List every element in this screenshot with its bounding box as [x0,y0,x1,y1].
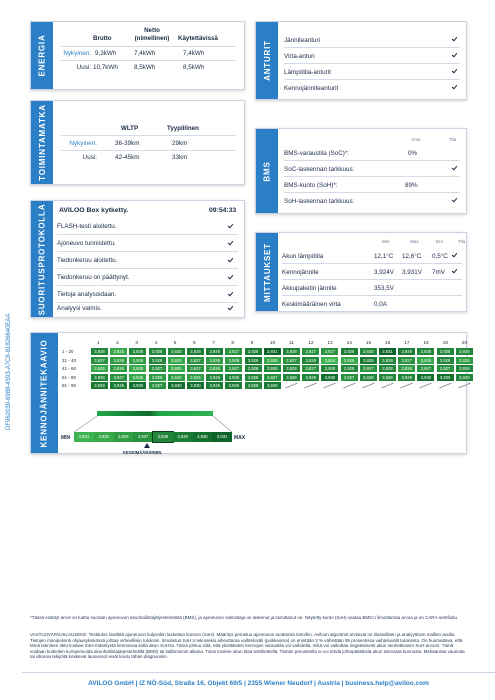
column-number: 14 [346,341,352,346]
voltage-cell: 3,928 [417,348,434,355]
voltage-cell: 3,927 [302,348,319,355]
check-icon [228,305,234,311]
measure-diff: 7mV [432,269,445,276]
protocol-item: Tiedonkeruu on päättynyt. [57,269,238,286]
voltage-cell: 3,930 [168,382,185,389]
voltage-cell: 3,928 [129,348,146,355]
energia-header-brutto: Brutto [93,35,112,42]
disclaimer: VASTUUVAPAUSLAUSEKE: Testitulos sisältää ajoneuvon kuljoinkin laskettun kunnon (SoH). Määritys perustuu ajoneuvon tuottamiin tietoihin. Aviloon algoritmit arvioivat ne tilastollisen ja analyyttisen mallien avulla. Tietojen manipulointi ohjausyksikössä johtaa virheellisiin tuloksiin. Ilmoitetun SoH:n tekniseksi aiheuttama vaihteluväli (poikkeama) on enintään 3 % vähintään 95 prosentissa vaihteluvälit tuloksista. On huomattava, että tämä tekninen tieto koskee SoH-määritystä kennoissa kolla akun SoH:ta. Tämä johtuu siitä, että yksittäisten kennojen varaustila voi vaihdella, mikä voi vaikuttaa negatiivisesti akun senhetkiseen SoH-arvoon. Tämä voidaan kuitenkin kompensoida akunhallintajärjestelmällä (BMS) tai kalibroinnin aikana. Tulos koskee akun tilaa testihetkellä. Tämän perusteella ei voi tehdä johtopäätöksiä akun tulevasta kunnosta. Mekaanisia vaurioita tai ulkoisia tekijöitä koskevat lausunnot eivät kuulu tähän diagnoosiin. [30,632,465,660]
voltage-cell: 3,928 [360,348,377,355]
check-icon [452,252,458,258]
scale-value: 3,926 [114,432,134,442]
voltage-cell: 3,928 [168,348,185,355]
column-number: 5 [173,341,177,346]
measure-min: 3,924V [374,269,394,276]
toimintamatka-card [30,100,245,185]
protocol-item: Tiedonkeruu aloitettu. [57,252,238,269]
column-number: 12 [308,341,314,346]
protocol-header-time: 09:54:33 [209,207,237,214]
bms-col-arvo: Arvo [411,137,421,142]
toimintamatka-current-wltp: 36-39km [115,140,140,147]
check-icon [228,291,234,297]
anturit-item: Jänniteanturi [284,32,460,48]
voltage-cell: 3,929 [187,348,204,355]
voltage-cell: 3,926 [129,357,146,364]
voltage-cell: 3,926 [110,365,127,372]
voltage-cell: 3,928 [245,374,262,381]
mittaukset-col-max: Max [410,239,419,244]
voltage-cell: 3,925 [129,374,146,381]
energia-header-kaytettavissa: Käytettävissä [178,35,218,42]
voltage-cell: 3,929 [264,382,281,389]
voltage-cell: 3,927 [398,357,415,364]
column-number: 17 [404,341,410,346]
voltage-cell: 3,928 [91,348,108,355]
check-icon [452,165,458,171]
toimintamatka-row-current-label: Nykyinen: [69,140,97,147]
bms-card [255,128,467,214]
energia-new-netto: 8,5kWh [134,64,156,71]
toimintamatka-new-typical: 33km [172,154,188,161]
check-icon [452,84,458,90]
voltage-cell: 3,928 [437,348,454,355]
voltage-cell: 3,929 [398,348,415,355]
voltage-cell: 3,930 [321,374,338,381]
voltage-cell: 3,929 [206,382,223,389]
voltage-cell: 3,926 [225,357,242,364]
voltage-cell: 3,927 [149,382,166,389]
check-icon [228,274,234,280]
voltage-cell: 3,927 [110,374,127,381]
scale-value: 3,925 [94,432,114,442]
voltage-cell: 3,928 [91,374,108,381]
voltage-cell: 3,928 [149,357,166,364]
column-number: 13 [327,341,333,346]
bms-row: SoC-laskennan tarkkuus: [284,161,460,177]
anturit-card [255,21,467,100]
voltage-cell: 3,931 [379,348,396,355]
voltage-cell: 3,928 [379,357,396,364]
voltage-cell: 3,927 [341,374,358,381]
measure-min: 353,5V [374,285,394,292]
check-icon [228,223,234,229]
voltage-cell: 3,928 [360,374,377,381]
column-number: 20 [461,341,468,346]
voltage-cell: 3,926 [187,374,204,381]
voltage-cell: 3,928 [341,365,358,372]
voltage-cell: 3,928 [379,374,396,381]
voltage-cell: 3,928 [302,374,319,381]
voltage-cell: 3,928 [206,374,223,381]
column-number: 18 [423,341,429,346]
check-icon [452,197,458,203]
check-icon [228,257,234,263]
voltage-cell: 3,928 [456,374,473,381]
voltage-cell: 3,928 [437,357,454,364]
column-number: 1 [97,341,100,346]
check-icon [452,68,458,74]
voltage-cell: 3,929 [360,357,377,364]
suoritusprotokolla-card [30,200,245,318]
scale-max-label: MAX [234,435,246,441]
protocol-item: Ajoneuvo tunnistettu. [57,235,238,252]
mittaukset-col-ero: Ero [436,239,444,244]
voltage-cell: 3,925 [168,357,185,364]
voltage-cell: 3,927 [437,365,454,372]
anturit-side-label: ANTURIT [256,22,278,99]
footer: AVILOO GmbH | IZ NÖ-Süd, Straße 16, Objekt 69/5 | 2355 Wiener Neudorf | Austria | business.help@aviloo.com [22,672,495,694]
voltage-cell: 3,928 [302,357,319,364]
suoritusprotokolla-side-label: SUORITUSPROTOKOLLA [31,201,53,317]
mittaukset-row: Keskimääräinen virta 0,0A [282,301,387,308]
column-number: 10 [269,341,276,346]
toimintamatka-current-typical: 29km [172,140,188,147]
document-id: DF962039-6988-4593-A7C8-81826640EAA [6,313,12,430]
anturit-item: Lämpötila-anturit [284,64,460,80]
voltage-cell: 3,927 [264,374,281,381]
protocol-item: Tietoja analysoidaan. [57,286,238,303]
voltage-cell: 3,928 [379,365,396,372]
voltage-cell: 3,928 [398,374,415,381]
row-label: 81 - 90 [62,383,77,388]
energia-current-netto: 7,4kWh [134,50,156,57]
energia-row-new-label: Uusi: [76,64,91,71]
voltage-cell: 3,929 [225,382,242,389]
column-number: 16 [385,341,391,346]
measure-min: 12,1°C [374,253,394,260]
voltage-cell: 3,928 [456,348,473,355]
protocol-header-label: AVILOO Box kytketty. [59,207,129,214]
energia-current-brutto: 9,3kWh [95,50,117,57]
voltage-cell: 3,927 [225,365,242,372]
voltage-cell: 3,931 [264,348,281,355]
voltage-cell: 3,926 [168,374,185,381]
energia-row-current-label: Nykyinen: [63,50,91,57]
energia-card [30,21,245,90]
energia-new-brutto: 10,7kWh [93,64,118,71]
column-number: 6 [193,341,196,346]
voltage-cell: 3,927 [417,365,434,372]
bms-row: SoH-laskennan tarkkuus: [284,193,460,209]
voltage-cell: 3,929 [110,382,127,389]
average-label: KESKIMÄÄRÄINEN [123,450,162,455]
check-icon [228,240,234,246]
check-icon [452,52,458,58]
toimintamatka-side-label: TOIMINTAMATKA [31,101,53,184]
voltage-cell: 3,929 [341,348,358,355]
voltage-cell: 3,929 [91,382,108,389]
voltage-cell: 3,930 [129,382,146,389]
column-number: 3 [135,341,139,346]
voltage-cell: 3,925 [91,365,108,372]
bms-col-tila: Tila [449,137,457,142]
measure-max: 3,931V [402,269,422,276]
row-label: 61 - 80 [62,374,77,380]
mittaukset-col-tila: Tila [458,239,466,244]
scale-value: 3,930 [193,432,213,442]
voltage-cell: 3,929 [245,357,262,364]
voltage-cell: 3,927 [187,357,204,364]
bms-row: BMS-kunto (SoH)*: 89% [284,177,460,193]
voltage-cell: 3,926 [206,365,223,372]
voltage-cell: 3,928 [149,348,166,355]
voltage-cell: 3,926 [206,357,223,364]
mittaukset-side-label: MITTAUKSET [256,233,278,311]
column-number: 15 [365,341,372,346]
voltage-cell: 3,927 [360,365,377,372]
voltage-cell: 3,928 [456,365,473,372]
voltage-cell: 3,928 [283,374,300,381]
column-number: 19 [442,341,448,346]
toimintamatka-header-wltp: WLTP [121,125,139,132]
measure-min: 0,0A [374,301,387,308]
column-number: 8 [231,341,235,346]
check-icon [452,268,458,274]
bms-soc-value: 0% [408,150,418,157]
voltage-cell: 3,926 [110,357,127,364]
voltage-cell: 3,926 [456,357,473,364]
scale-value: 3,928 [153,432,173,442]
mittaukset-row: Akkupaketin jännite 353,5V [282,280,462,296]
scale-min-label: MIN [61,435,71,441]
voltage-cell: 3,926 [398,365,415,372]
voltage-cell: 3,925 [264,357,281,364]
voltage-cell: 3,927 [283,357,300,364]
voltage-cell: 3,924 [321,357,338,364]
scale-value: 3,927 [133,432,153,442]
column-number: 11 [289,341,294,346]
voltage-cell: 3,928 [225,374,242,381]
bms-row: BMS-varaustila (SoC)*: 0% [284,145,460,161]
scale-value: 3,931 [212,432,232,442]
energia-current-available: 7,4kWh [183,50,205,57]
voltage-cell: 3,928 [283,365,300,372]
mittaukset-col-min: Min [382,239,390,244]
voltage-cell: 3,930 [187,382,204,389]
scale-value: 3,924 [74,432,94,442]
voltage-cell: 3,927 [91,357,108,364]
voltage-cell: 3,929 [245,348,262,355]
voltage-cell: 3,927 [149,365,166,372]
voltage-cell: 3,925 [417,357,434,364]
voltage-scale [74,432,232,442]
voltage-cell: 3,925 [168,365,185,372]
kennojannitekaavio-side-label: KENNOJÄNNITEKAAVIO [31,333,58,453]
voltage-cell: 3,928 [245,382,262,389]
anturit-item: Kennojänniteanturit [284,80,460,96]
voltage-cell: 3,927 [225,348,242,355]
voltage-cell: 3,925 [110,348,127,355]
energia-new-available: 8,5kWh [183,64,205,71]
check-icon [452,36,458,42]
row-label: 21 - 40 [62,357,77,363]
toimintamatka-header-tyypillinen: Tyypillinen [167,125,199,132]
column-number: 2 [116,341,119,346]
mittaukset-row: Kennojännite 3,924V 3,931V 7mV [282,264,462,280]
measure-max: 12,6°C [402,253,422,260]
bms-side-label: BMS [256,129,278,213]
toimintamatka-new-wltp: 42-45km [115,154,140,161]
mittaukset-card [255,232,467,312]
column-number: 4 [154,341,158,346]
column-number: 9 [250,341,254,346]
row-label: 1 - 20 [62,349,74,354]
mittaukset-row: Akun lämpötila 12,1°C 12,6°C 0,5°C [282,248,462,264]
toimintamatka-row-new-label: Uusi: [82,154,97,161]
voltage-cell: 3,928 [321,365,338,372]
voltage-cell: 3,930 [417,374,434,381]
anturit-item: Virta-anturi [284,48,460,64]
voltage-cell: 3,927 [187,365,204,372]
voltage-cell: 3,926 [149,374,166,381]
voltage-cell: 3,928 [245,365,262,372]
voltage-cell: 3,928 [283,348,300,355]
voltage-cell: 3,927 [302,365,319,372]
column-number: 7 [212,341,215,346]
protocol-item: FLASH-testi aloitettu. [57,218,238,235]
energia-side-label: ENERGIA [31,22,53,89]
voltage-cell: 3,925 [129,365,146,372]
voltage-cell: 3,925 [341,357,358,364]
energia-header-netto: Netto (nimellinen) [134,27,170,42]
voltage-cell: 3,930 [437,374,454,381]
voltage-cell: 3,928 [264,365,281,372]
voltage-cell: 3,929 [206,348,223,355]
protocol-item: Analyysi valmis. [57,301,238,317]
row-label: 41 - 60 [62,366,77,371]
kennojannitekaavio-card [30,332,470,455]
voltage-cell: 3,927 [321,348,338,355]
bms-soh-value: 89% [405,182,418,189]
scale-value: 3,929 [173,432,193,442]
footnote: *Tässä esitetyt arvot on luettu suoraan ajoneuvon akunhallintajärjestelmästä (BMS), ja ajoneuvon valmistaja on laskenut ja toimittanut ne. Näytetty kunto (SoH) vastaa BMS:n ilmoittamaa arvoa ja on CARA-sertifioitu. [30,615,459,620]
measure-diff: 0,5°C [432,253,448,260]
